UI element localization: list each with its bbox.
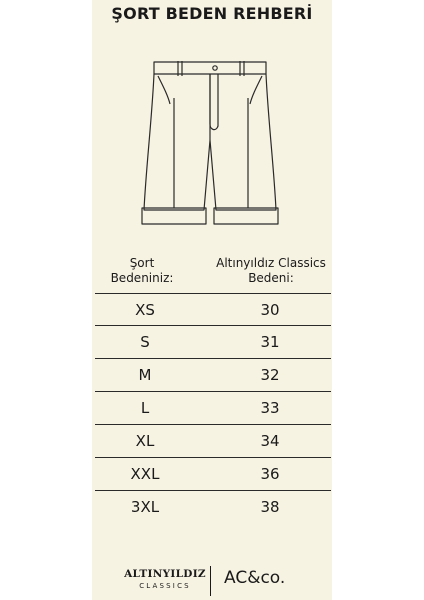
size-cell: XXL	[130, 465, 160, 483]
value-cell: 34	[260, 432, 280, 450]
value-cell: 33	[260, 399, 280, 417]
header-user-size-line2: Bedeniniz:	[110, 271, 174, 285]
size-cell: XS	[135, 301, 155, 319]
value-cell: 38	[260, 498, 280, 516]
size-cell: S	[140, 333, 150, 351]
table-row	[95, 326, 331, 359]
value-cell: 36	[260, 465, 280, 483]
size-guide-card	[92, 0, 332, 600]
header-user-size-line1: Şort	[129, 256, 155, 270]
size-cell: M	[138, 366, 152, 384]
table-row	[95, 425, 331, 458]
value-cell: 31	[260, 333, 280, 351]
header-brand-size	[210, 256, 332, 286]
shorts-illustration-icon	[140, 58, 280, 228]
header-user-size	[92, 256, 192, 286]
header-brand-size-line2: Bedeni:	[248, 271, 294, 285]
table-row	[95, 392, 331, 425]
altinyildiz-logo: ALTINYILDIZ	[124, 568, 206, 580]
table-row	[95, 458, 331, 491]
size-table	[95, 293, 331, 524]
value-cell: 30	[260, 301, 280, 319]
logo-divider	[210, 566, 211, 596]
size-cell: 3XL	[130, 498, 160, 516]
header-brand-size-line1: Altınyıldız Classics	[216, 256, 326, 270]
table-row	[95, 293, 331, 326]
ac-co-logo: AC&co.	[224, 568, 286, 588]
brand-footer	[92, 560, 332, 600]
altinyildiz-logo-sub: CLASSICS	[139, 582, 191, 590]
size-cell: XL	[135, 432, 155, 450]
table-row	[95, 359, 331, 392]
value-cell: 32	[260, 366, 280, 384]
page-title: ŞORT BEDEN REHBERİ	[111, 4, 313, 23]
size-cell: L	[140, 399, 150, 417]
table-row	[95, 491, 331, 524]
